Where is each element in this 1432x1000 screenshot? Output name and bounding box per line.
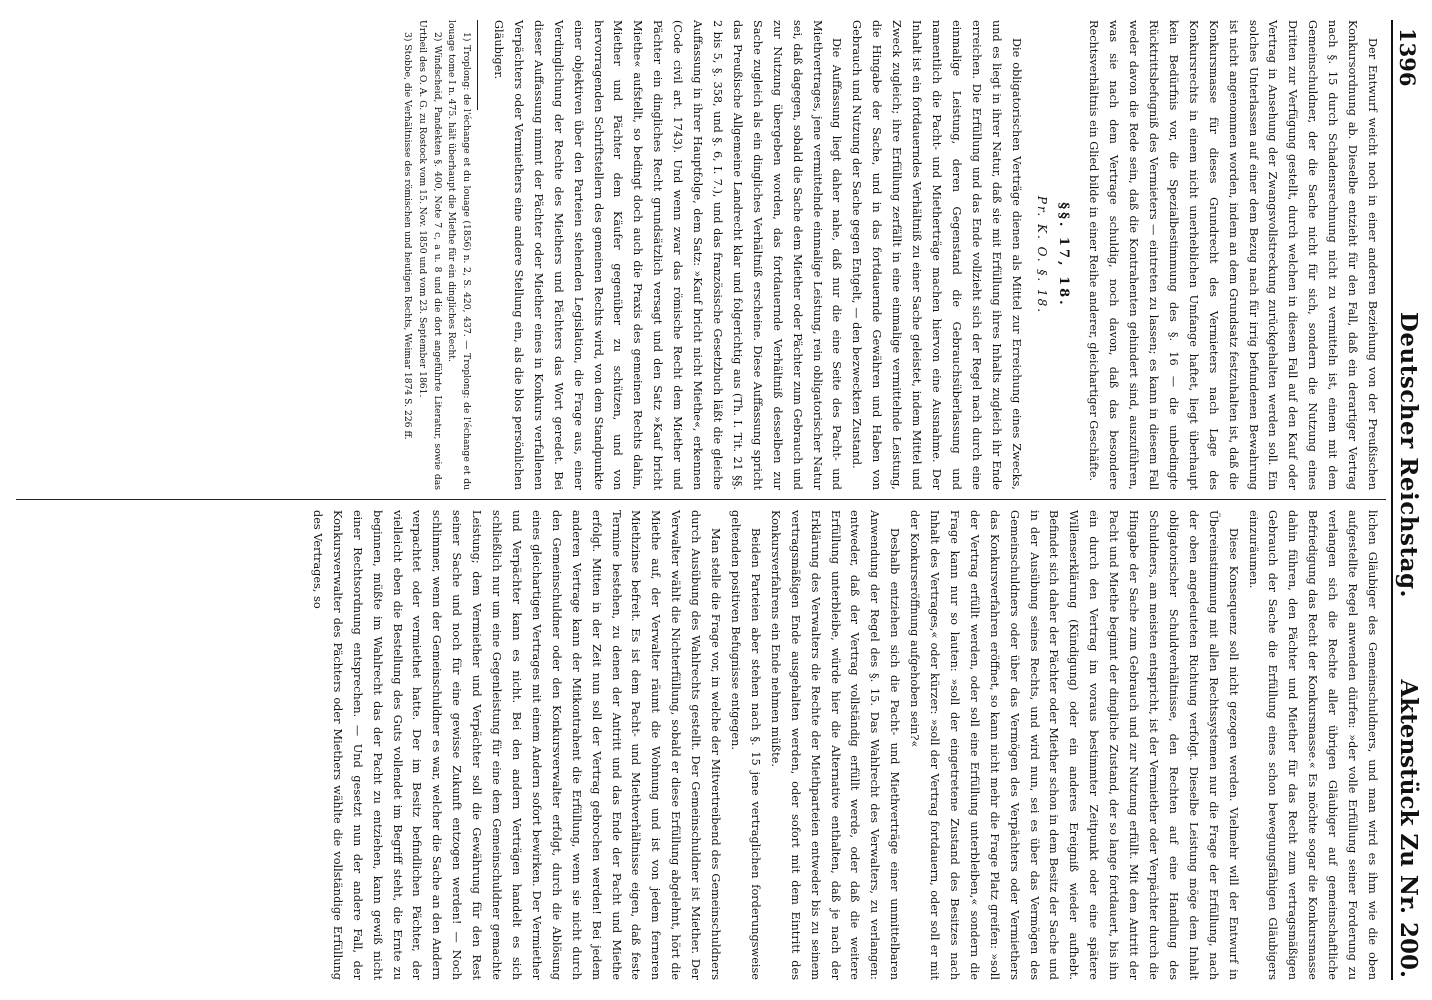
- right-column: [307, 510, 1382, 980]
- paragraph: Die obligatorischen Verträge dienen als Mittel zur Erreichung eines Zwecks, und es liegt in ihrer Natur, daß sie mit Erfüllung ihres Inhalts zugleich ihr Ende erreichen. Die Erfüllung und das Ende vollzieht sich der Regel nach durch eine einmalige Leistung, deren Gegenstand die Gebrauchsüberlassung und namentlich die Pacht- und Mietherträge machen hiervon eine Ausnahme. Der Inhalt ist ein fortdauerndes Verhältniß zu einer Sache geleistet, indem Mittel und Zweck zugleich; ihre Erfüllung zerfällt in eine einmalige vermittelnde Leistung, die Hingabe der Sache, und in das fortdauernde Gewähren und Haben von Gebrauch und Nutzung der Sache gegen Entgelt, — den bezweckten Zustand.: [850, 20, 1023, 490]
- column-divider: [16, 499, 1386, 500]
- paragraph: Diese Konsequenz soll nicht gezogen werden. Vielmehr will der Entwurf in Übereinstimmung mit allen Rechtssystemen nur die Frage der Erfüllung, nach der oben angedeuteten Richtung verfolgt. Dieselbe Leistung möge dem Inhalt obligatorischer Schuldverhältnisse, den Rechten auf eine Handlung des Schuldners, am meisten entspricht, ist der Vermiether oder Verpächter durch die Hingabe der Sache zum Gebrauch und zur Nutzung erfüllt. Mit dem Antritt der Pacht und Miethe beginnt der dingliche Zustand, der so lange fortdauert, bis ihn ein durch den Vertrag im voraus bestimmter Zeitpunkt oder eine spätere Willenserklärung (Kündigung) oder ein anderes Ereigniß wieder aufhebt. Befindet sich daher der Pächter oder Miether schon in dem Besitz der Sache und in der Ausübung seines Rechts, und wird nun, sei es über das Vermögen des Gemeinschuldners oder über das Vermögen des Verpächters oder Vermiethers das Konkursverfahren eröffnet, so kann nicht mehr die Frage Platz greifen: »soll der Vertrag erfüllt werden, oder soll eine Erfüllung unterbleiben,« sondern die Frage kann nur so lauten: »soll der eingetretene Zustand des Besitzes nach Inhalt des Vertrages,« oder kürzer: »soll der Vertrag fortdauern, oder soll er mit der Konkurseröffnung aufgehoben sein?«: [908, 510, 1240, 980]
- left-column: [399, 20, 1382, 490]
- paragraph: Deshalb entziehen sich die Pacht- und Miethverträge einer unmittelbaren Anwendung der Regel des §. 15. Das Wahlrecht des Verwalters, zu verlangen: entweder, daß der Vertrag vollständig erfüllt werde, oder daß die weitere Erfüllung unterbleibe, würde hier die Alternative enthalten, daß je nach der Erklärung des Verwalters die Rechte der Miethparteien entweder bis zu seinem vertragsmäßigen Ende ausgehalten werden, oder sofort mit dem Eintritt des Konkursverfahrens ein Ende nehmen müßte.: [768, 510, 902, 980]
- section-heading: §§. 17, 18.: [1056, 202, 1072, 308]
- paragraph: Beiden Parteien aber stehen nach §. 15 jene vertraglichen forderungsweise geltenden positiven Befugnisse entgegen.: [729, 510, 762, 980]
- running-title: Deutscher Reichstag.: [1395, 311, 1422, 599]
- footnote: 3) Stobbe, die Verhältnisse des römischen und heutigen Rechts, Weimar 1874 S. 226 ff.: [401, 32, 413, 440]
- section-reference: Pr. K. O. §. 18.: [1035, 195, 1050, 315]
- paragraph: Man stelle die Frage vor, in welche der Mitvertreibend des Gemeinschuldners durch Ausübung des Wahlrechts gestellt. Der Gemeinschuldner ist Miether. Der Verwalter wählt die Nichterfüllung, sobald er diese Erfüllung abgelehnt, hört die Miethe auf, der Verwalter räumt die Wohnung und ist von jedem ferneren Miethzinse befreit. Es ist dem Pacht- und Miethverhältnisse eigen, daß feste Termine bestehen, zu denen der Antritt und das Ende der Pacht und Miethe erfolgt. Mitten in der Zeit nun soll der Vertrag gebrochen werden! Bei jedem anderen Vertrage kann der Mitkontrahent die Erfüllung, wenn sie nicht durch den Gemeinschuldner oder den Konkursverwalter erfolgt, durch die Ablösung eines gleichartigen Vertrages mit einem Andern sofort bewirken. Der Vermiether und Verpächter kann es nicht. Bei den andern Verträgen handelt es sich schließlich nur um eine Gegenleistung für eine dem Gemeinschuldner gemachte Leistung; dem Vermiether und Verpächter soll die Gewährung für den Rest seiner Sache und noch für eine gewisse Zukunft entzogen werden! — Noch schlimmer, wenn der Gemeinschuldner es war, welcher die Sache an den Andern verpachtet oder vermiethet hatte. Der im Besitz befindlichen Pächter, der vielleicht eben die Bestellung des Guts vollendet im Begriff steht, die Ernte zu beginnen, müßte im Wahlrecht das der Pacht zu entziehen, kann gewiß nicht einer Rechtsordnung entsprechen. — Und gesetzt nun der andere Fall, der Konkursverwalter des Pächters oder Miethers wählte die vollständige Erfüllung des Vertrages, so: [310, 510, 723, 980]
- footnote: 2) Windscheid, Pandekten §. 400, Note 7 c, a u. 8 und die dort angeführte Literatur, sowie das Urtheil des O. A. G. zu Rostock vom 15. Nov. 1850 und vom 23. September 1861.: [416, 20, 443, 490]
- paragraph: Die Auffassung liegt daher nahe, daß nur die eine Seite des Pacht- und Miethvertrages, jene vermittelnde einmalige Leistung, rein obligatorischer Natur sei, daß dagegen, sobald die Sache dem Miether oder Pächter zum Gebrauch und zur Nutzung übergeben worden, das fortdauernde Verhältniß desselben zur Sache zugleich als ein dingliches Verhältniß erscheine. Diese Auffassung spricht das Preußische Allgemeine Landrecht klar und folgerichtig aus (Th. I. Tit. 21 §§. 2 bis 5, §. 358, und §. 6, I. 7.), und das französische Gesetzbuch läßt die gleiche Auffassung in ihrer Hauptfolge, dem Satz: »Kauf bricht nicht Miethe«, erkennen (Code civil art. 1743). Und wenn zwar das römische Recht dem Miether und Pächter ein dingliches Recht grundsätzlich versagt und den Satz »Kauf bricht Miethe« aufstellt, so bedingt doch auch die Praxis des gemeinen Rechts dahin, Miether und Pächter dem Käufer gegenüber zu schützen, und von hervorragenden Schriftstellern des gemeinen Rechts wird, von dem Standpunkte einer objektiven über den Parteien stehenden Legislation, die Frage aus, einer Verdinglichung der Rechte des Miethers und Pächters das Wort geredet. Bei dieser Auffassung nimmt der Pächter oder Miether eines in Konkurs verfallenen Verpächters oder Vermiethers eine andere Stellung ein, als die blos persönlichen Gläubiger.: [492, 20, 844, 490]
- page-number: 1396: [1395, 28, 1420, 87]
- footnote: 1) Troplong: de l'échange et du louage (1856) n. 2, S. 420, 437. — Troplong: de l'échange et du louage tome I n. 475. hält überhaupt die Miethe für ein dingliches Recht.: [446, 20, 473, 490]
- paragraph: lichen Gläubiger des Gemeinschuldners, und man wird es ihm wie die oben aufgestellte Regel anwenden dürfen: »der volle Erfüllung seiner Forderung zu verlangen sich die Rechte aller übrigen Gläubiger auf gemeinschaftliche Befriedigung das Recht der Konkursmasse.« Es möchte sogar die Konkursmasse dahin führen, den Pächter und Miether für das Recht zum vertragsmäßigen Gebrauch der Sache die Erfüllung eines schon bewegungsfähigen Gläubigers einzuräumen.: [1246, 510, 1379, 980]
- document-reference: Aktenstück Zu Nr. 200.: [1395, 679, 1422, 978]
- page-header: [1392, 0, 1422, 1000]
- header-rule: [1391, 20, 1393, 980]
- footnote-rule: [477, 20, 478, 110]
- paragraph: Der Entwurf weicht noch in einer anderen Beziehung von der Preußischen Konkursordnung ab. Dieselbe entzieht für den Fall, daß ein derartiger Vertrag nach §. 15 durch Schadensrechnung nicht zu vermitteln ist, einem mit dem Gemeinschuldner, der die Sache nicht für sich, sondern die Nutzung eines Dritten zur Verfügung gestellt, durch welchen in diesem Fall auf den Kauf oder Vertrag in Ansehung der Zwangsvollstreckung zurückgehalten werden soll. Ein solches Unterlassen auf einer dem Bezug nach für irrig befundenen Bewahrung ist nicht angenommen worden, indem an dem Grundsatz festzuhalten ist, daß die Konkursmasse für dieses Grundrecht des Vermieters nach Lage des Konkursrechts in einem nicht unerheblichen Umfange haftet, liegt überhaupt kein Bedürfnis vor, die Spezialbestimmung des §. 16 — die unbedingte Rücktrittsbefugniß des Vermieters — eintreten zu lassen; es kann in diesem Fall weder davon die Rede sein, daß die Kontrahenten gehindert sind, auszuführen, was sie nach dem Vertrage schuldig, noch davon, daß das besondere Rechtsverhältnis ein Glied bilde in einer Reihe anderer, gleichartiger Geschäfte.: [1087, 20, 1379, 490]
